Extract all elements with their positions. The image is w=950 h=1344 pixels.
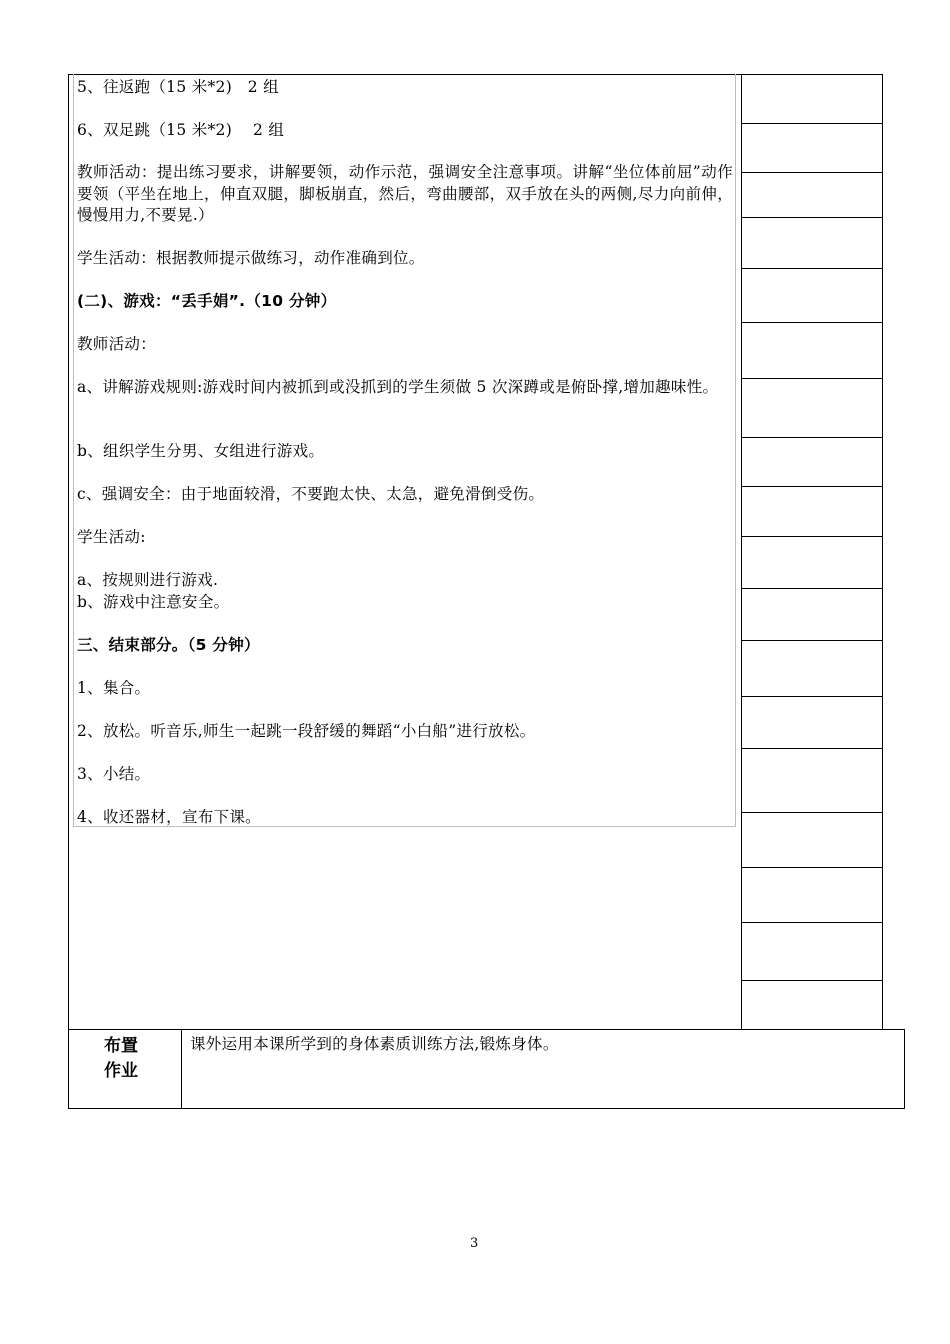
homework-label-divider: [181, 1029, 182, 1109]
homework-label-line1: 布置: [104, 1036, 138, 1056]
teacher-activity-label: 教师活动：: [77, 335, 157, 353]
homework-border-top: [68, 1029, 905, 1030]
homework-border-bottom: [68, 1108, 905, 1109]
right-column-row-line: [741, 640, 883, 641]
right-column-row-line: [741, 748, 883, 749]
ending-step-2: 2、放松。听音乐,师生一起跳一段舒缓的舞蹈“小白船”进行放松。: [77, 722, 536, 740]
student-activity-label: 学生活动:: [77, 528, 146, 546]
ending-step-1: 1、集合。: [77, 679, 151, 697]
right-column-row-line: [741, 536, 883, 537]
homework-label-line2: 作业: [104, 1061, 138, 1081]
right-column-row-line: [741, 437, 883, 438]
inner-box-left: [73, 74, 74, 826]
game-rule-a: a、讲解游戏规则:游戏时间内被抓到或没抓到的学生须做 5 次深蹲或是俯卧撑,增加趣味性。: [77, 378, 719, 396]
right-column-row-line: [741, 123, 883, 124]
homework-label: [104, 1034, 138, 1084]
right-column-row-line: [741, 486, 883, 487]
right-column-row-line: [741, 172, 883, 173]
section-heading-ending: 三、结束部分。（5 分钟）: [77, 636, 260, 654]
right-column-row-line: [741, 867, 883, 868]
student-game-b: b、游戏中注意安全。: [77, 593, 230, 611]
right-column-row-line: [741, 696, 883, 697]
game-rule-c: c、强调安全：由于地面较滑，不要跑太快、太急，避免滑倒受伤。: [77, 485, 545, 503]
game-rule-b: b、组织学生分男、女组进行游戏。: [77, 442, 325, 460]
right-column-row-line: [741, 378, 883, 379]
section-heading-game: (二)、游戏：“丢手娟”.（10 分钟）: [77, 292, 337, 310]
right-column-row-line: [741, 588, 883, 589]
right-column-row-line: [741, 980, 883, 981]
teacher-activity-explanation: 教师活动：提出练习要求，讲解要领，动作示范，强调安全注意事项。讲解“坐位体前屈”动作要领（平坐在地上，伸直双腿，脚板崩直，然后，弯曲腰部，双手放在头的两侧,尽力向前伸，慢慢用力,不要晃.）: [77, 163, 733, 224]
ending-step-3: 3、小结。: [77, 765, 151, 783]
table-border-left: [68, 74, 69, 1109]
student-activity-practice: 学生活动：根据教师提示做练习，动作准确到位。: [77, 249, 425, 267]
right-column-row-line: [741, 322, 883, 323]
right-column-row-line: [741, 812, 883, 813]
page-number: 3: [470, 1236, 479, 1251]
right-column-row-line: [741, 268, 883, 269]
student-game-a: a、按规则进行游戏.: [77, 571, 219, 589]
content-item-5: 5、往返跑（15 米*2) 2 组: [77, 78, 279, 96]
inner-box-right: [735, 74, 736, 826]
homework-text: 课外运用本课所学到的身体素质训练方法,锻炼身体。: [190, 1035, 559, 1053]
ending-step-4: 4、收还器材，宣布下课。: [77, 808, 261, 826]
table-border-top: [68, 74, 883, 75]
right-column-row-line: [741, 922, 883, 923]
right-column-row-line: [741, 217, 883, 218]
homework-border-right: [904, 1029, 905, 1109]
content-item-6: 6、双足跳（15 米*2) 2 组: [77, 121, 285, 139]
